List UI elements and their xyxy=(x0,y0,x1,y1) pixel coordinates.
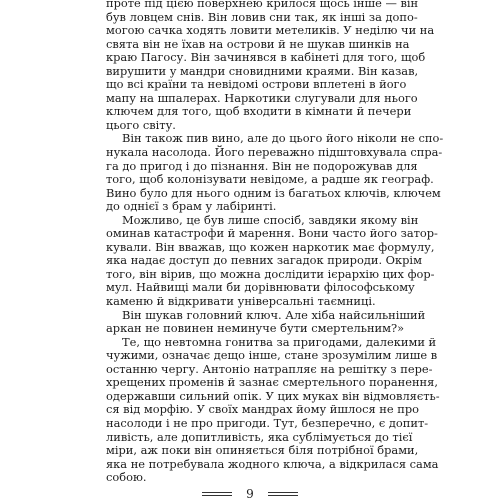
text-line: проте під цією поверхнею крилося щось інше — він xyxy=(106,0,419,10)
text-line: яка надає доступ до певних загадок природи. Окрім xyxy=(106,253,422,268)
text-line: Те, що невтомна гонитва за пригодами, далекими й xyxy=(122,334,437,349)
text-line: хрещених променів й зазнає смертельного поранення, xyxy=(106,375,438,390)
text-line: цього світу. xyxy=(106,117,176,132)
text-line: вирушити у мандри сновидними краями. Він казав, xyxy=(106,63,419,78)
text-line: могою сачка ходять ловити метеликів. У неділю чи на xyxy=(106,23,435,38)
text-line: Він шукав головний ключ. Але хіба найсильніший xyxy=(122,307,426,322)
text-line: ливість, але допитливість, яка сублімується до тієї xyxy=(106,429,413,444)
text-line: одержавши сильний опік. У цих муках він відмовляєть- xyxy=(106,388,440,403)
text-line: мул. Найвищі мали би дорівнювати філософському xyxy=(106,280,415,295)
paragraph xyxy=(106,131,444,214)
text-line: останню чергу. Антоніо натрапляє на решітку з пере- xyxy=(106,361,433,376)
text-line: Вино було для нього одним із багатьох ключів, ключем xyxy=(106,185,441,200)
text-line: міри, аж поки він опиняється біля потрібної брами, xyxy=(106,443,419,458)
paragraph xyxy=(106,334,440,485)
text-line: аркан не повинен неминуче бути смертельним?» xyxy=(106,321,405,336)
text-line: яка не потребувала жодного ключа, а відкрилася сама xyxy=(106,456,439,471)
body-text xyxy=(106,0,444,485)
text-line: насолоди і не про пригоди. Тут, безперечно, є допит- xyxy=(106,415,429,430)
text-line: кували. Він вважав, що кожен наркотик має формулу, xyxy=(106,239,435,254)
page-number: 9 xyxy=(246,487,254,501)
text-line: того, щоб колонізувати невідоме, а радше як географ. xyxy=(106,172,434,187)
text-line: собою. xyxy=(106,470,147,485)
text-line: каменю й відкривати універсальні таємниці. xyxy=(106,294,376,309)
paragraph xyxy=(106,307,426,336)
paragraph xyxy=(106,212,438,309)
text-line: був ловцем снів. Він ловив сни так, як інші за допо- xyxy=(106,9,418,24)
text-line: свята він не їхав на острови й не шукав шинків на xyxy=(106,36,410,51)
footer-rule-left xyxy=(202,492,232,496)
text-line: ключем для того, щоб входити в кімнати й печери xyxy=(106,104,412,119)
text-line: Він також пив вино, але до цього його ніколи не спо- xyxy=(122,131,444,146)
page-footer xyxy=(0,487,500,501)
text-line: га до пригод і до пізнання. Він не подорожував для xyxy=(106,158,418,173)
text-line: чужими, означає дещо інше, стане зрозумілим лише в xyxy=(106,348,438,363)
text-line: Можливо, це був лише спосіб, завдяки якому він xyxy=(122,212,419,227)
text-line: оминав катастрофи й марення. Вони часто його затор- xyxy=(106,226,438,241)
paragraph xyxy=(106,0,435,132)
text-line: мапу на шпалерах. Наркотики слугували для нього xyxy=(106,90,418,105)
text-line: краю Пагосу. Він зачинявся в кабінеті для того, щоб xyxy=(106,50,426,65)
text-line: ся від морфію. У своїх мандрах йому йшлося не про xyxy=(106,402,419,417)
text-line: до однієї з брам у лабіринті. xyxy=(106,199,277,214)
text-line: нукала насолода. Його переважно підштовхувала спра- xyxy=(106,145,443,160)
footer-rule-right xyxy=(268,492,298,496)
text-line: того, він вірив, що можна дослідити ієрархію цих фор- xyxy=(106,266,435,281)
text-line: що всі країни та невідомі острови вплетені в його xyxy=(106,77,407,92)
